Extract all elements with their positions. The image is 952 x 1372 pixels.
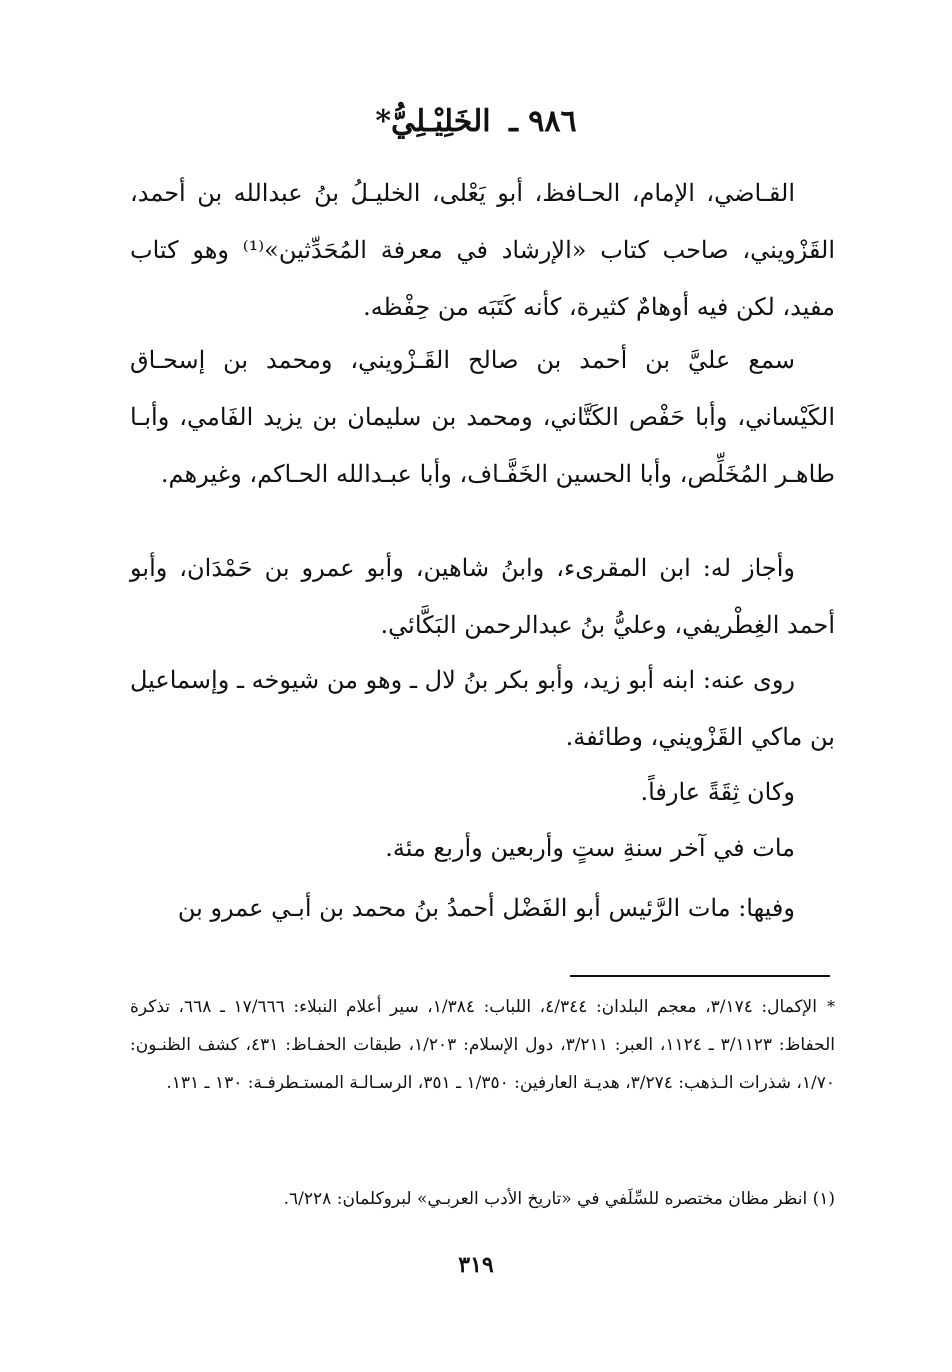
paragraph-reliability: وكان ثِقَةً عارفاً. [640, 778, 795, 806]
footnote-star-marker: * [826, 997, 835, 1016]
paragraph-biography: القـاضي، الإمام، الحـافظ، أبو يَعْلى، الخليـلُ بنُ عبدالله بن أحمد، القَزْويني، صاحب كتاب «الإرشاد في معرفة المُحَدِّثين»⁽¹⁾ وهو كتاب مفيد، لكن فيه أوهامٌ كثيرة، كأنه كَتَبَه من حِفْظه. [130, 179, 835, 321]
footnote-sources [130, 988, 835, 1102]
paragraph-death: مات في آخر سنةِ ستٍ وأربعين وأربع مئة. [385, 834, 795, 862]
paragraph-licensed-by: وأجاز له: ابن المقرىء، وابنُ شاهين، وأبو عمرو بن حَمْدَان، وأبو أحمد الغِطْريفي، وعليُّ بنُ عبدالرحمن البَكَّائي. [130, 554, 835, 639]
paragraph-teachers: سمع عليَّ بن أحمد بن صالح القَـزْويني، ومحمد بن إسحـاق الكَيْساني، وأبا حَفْص الكَتَّاني، ومحمد بن سليمان بن يزيد الفَامي، وأبـا طاهـر المُخَلِّص، وأبا الحسين الخَفَّـاف، وأبا عبـدالله الحـاكم، وغيرهم. [130, 346, 835, 488]
paragraph-same-year: وفيها: مات الرَّئيس أبو الفَضْل أحمدُ بنُ محمد بن أبـي عمرو بن [177, 894, 795, 922]
page-number: ٣١٩ [458, 1252, 494, 1278]
footnote-divider [570, 975, 830, 977]
footnote-sources-text: الإكمال: ٣/١٧٤، معجم البلدان: ٤/٣٤٤، اللباب: ١/٣٨٤، سير أعلام النبلاء: ١٧/٦٦٦ ـ ٦٦٨، تذكرة الحفاظ: ٣/١١٢٣ ـ ١١٢٤، العبر: ٣/٢١١، دول الإسلام: ١/٢٠٣، طبقات الحفـاظ: ٤٣١، كشف الظنـون: ١/٧٠، شذرات الـذهب: ٣/٢٧٤، هديـة العارفين: ١/٣٥٠ ـ ٣٥١، الرسـالـة المستـطرفـة: ١٣٠ ـ ١٣١. [130, 997, 836, 1093]
footnote-1: (١) انظر مظان مختصره للسِّلَفي في «تاريخ الأدب العربـي» لبروكلمان: ٦/٢٢٨. [283, 1189, 835, 1209]
entry-number: ٩٨٦ ـ [509, 104, 577, 139]
entry-heading [0, 100, 952, 144]
entry-name: الخَلِيْـلِيُّ* [375, 104, 491, 139]
paragraph-narrators: روى عنه: ابنه أبو زيد، وأبو بكر بنُ لال ـ وهو من شيوخه ـ وإسماعيل بن ماكي القَزْويني، وطائفة. [130, 666, 835, 751]
